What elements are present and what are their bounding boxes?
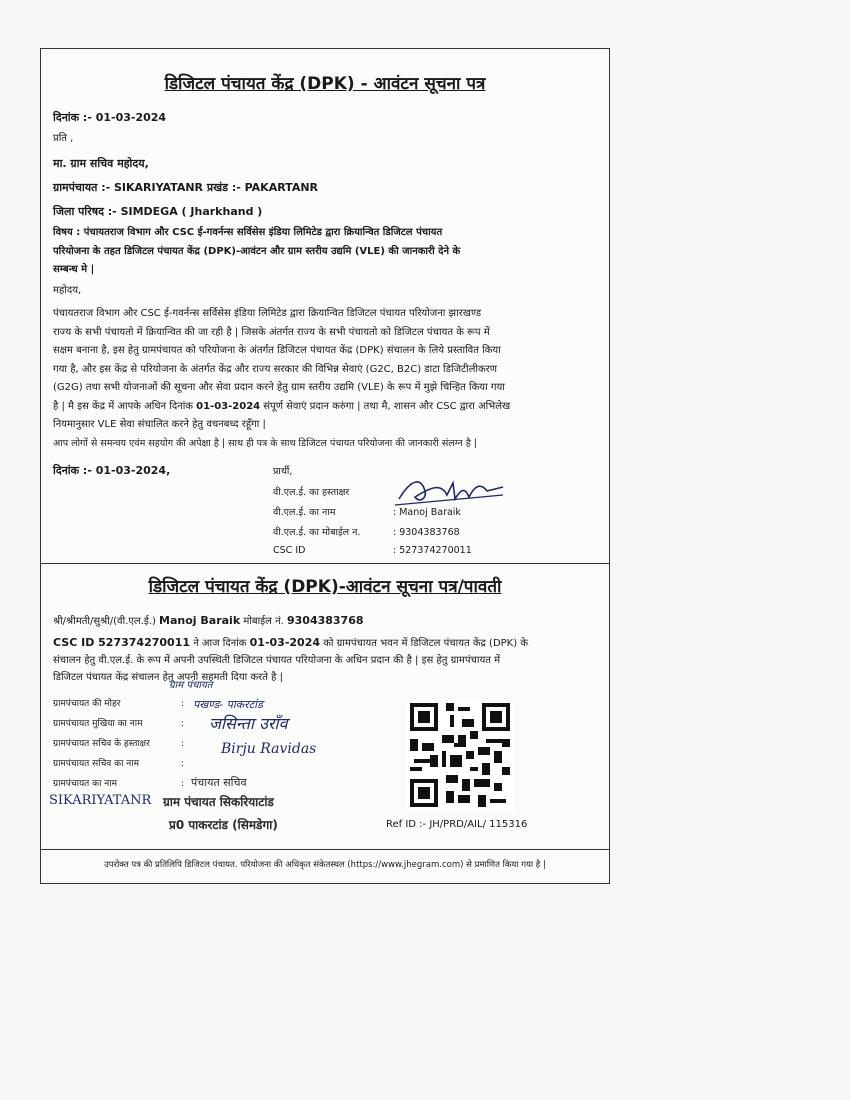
receipt-name-line: श्री/श्रीमती/सुश्री/(वी.एल.ई.) Manoj Baraik मोबाईल नं. 9304383768	[53, 614, 364, 627]
body-line: है | मै इस केंद्र में आपके अधिन दिनांक 01-03-2024 संपूर्ण सेवाएं प्रदान करुंगा | तथा मै, शासन और CSC द्वारा अभिलेख	[53, 400, 511, 412]
seal-label: ग्रामपंचायत की मोहर	[53, 699, 121, 709]
vle-signature-icon	[391, 469, 511, 511]
vle-mobile-row: वी.एल.ई. का मोबाईल न. : 9304383768	[273, 527, 460, 538]
letter-date: दिनांक :- 01-03-2024	[53, 111, 167, 124]
service-date: 01-03-2024	[196, 400, 261, 412]
body-line: (G2G) तथा सभी योजनाओं की सूचना और सेवा प्रदान करने हेतु ग्राम स्तरीय उद्यमि (VLE) के रूप में मुझे चिन्हित किया गया	[53, 382, 505, 393]
subject-line: परियोजना के तहत डिजिटल पंचायत केंद्र (DPK)-आवंटन और ग्राम स्तरीय उद्यमि (VLE) की जानकारी देने के	[53, 245, 461, 257]
ref-id: Ref ID :- JH/PRD/AIL/ 115316	[386, 819, 528, 830]
colon: :	[181, 759, 185, 769]
sign-date: दिनांक :- 01-03-2024,	[53, 464, 171, 477]
csc-id-row: CSC ID : 527374270011	[273, 545, 472, 556]
prarthi: प्रार्थी,	[273, 466, 293, 477]
subject-block	[53, 224, 601, 280]
mukhiya-signature: जसिन्ता उराँव	[209, 714, 288, 733]
sachiv-signature: Birju Ravidas	[221, 741, 317, 757]
body-line: राज्य के सभी पंचायतो में क्रियान्वित की जा रही है | जिसके अंतर्गत राज्य के सभी पंचायतो को डिजिटल पंचायत के रूप में	[53, 326, 490, 338]
colon: :	[181, 699, 185, 709]
body-line: नियमानुसार VLE सेवा संचालित करने हेतु वचनबध्द रहूँगा |	[53, 419, 266, 430]
salutation: महोदय,	[53, 285, 82, 296]
colon: :	[181, 779, 185, 789]
stamp-line-2: प्र0 पाकरटांड (सिमडेगा)	[169, 818, 278, 832]
mukhiya-label: ग्रामपंचायत मुखिया का नाम	[53, 719, 143, 729]
body-line: गया है, और इस केंद्र से परियोजना के अंतर्गत केंद्र और राज्य सरकार की विभिन्न सेवाएं (G2C, B2C) डाटा डिजिटीलीकरण	[53, 363, 498, 375]
body-line: पंचायतराज विभाग और CSC ई-गवर्नन्स सर्विसेस इंडिया लिमिटेड द्वारा क्रियान्वित डिजिटल पंचायत परियोजना झारखण्ड	[53, 308, 482, 319]
footnote: उपरोक्त पत्र की प्रतिलिपि डिजिटल पंचायत. परियोजना की अधिकृत संकेतस्थल (https://www.jhegram.com) से प्रमाणित किया गया है |	[104, 860, 546, 870]
vle-mobile: 9304383768	[286, 614, 364, 627]
letter-title: डिजिटल पंचायत केंद्र (DPK) - आवंटन सूचना पत्र	[164, 74, 486, 94]
panchayat-line: ग्रामपंचायत :- SIKARIYATANR प्रखंड :- PAKARTANR	[53, 181, 319, 194]
receipt-line: डिजिटल पंचायत केंद्र संचालन हेतु अपनी सहमती दिया करते है |	[53, 672, 283, 683]
qr-code-icon	[406, 699, 514, 811]
vle-sign-row: वी.एल.ई. का हस्ताक्षर	[273, 487, 350, 498]
letter-frame	[40, 48, 610, 884]
addressee: मा. ग्राम सचिव महोदय,	[53, 157, 149, 170]
receipt-body	[53, 634, 605, 686]
vle-name: Manoj Baraik	[159, 614, 241, 627]
subject-line: सम्बन्ध मे |	[53, 264, 95, 275]
district-line: जिला परिषद :- SIMDEGA ( Jharkhand )	[53, 205, 263, 218]
body-block	[53, 305, 605, 453]
sachiv-stamp-text: पंचायत सचिव	[191, 776, 247, 789]
gp-name-label: ग्रामपंचायत का नाम	[53, 779, 117, 789]
subject-line: विषय : पंचायतराज विभाग और CSC ई-गवर्नन्स सर्विसेस इंडिया लिमिटेड द्वारा क्रियान्वित डिजिटल पंचायत	[53, 227, 443, 238]
sachiv-name-label: ग्रामपंचायत सचिव का नाम	[53, 759, 139, 769]
receipt-title: डिजिटल पंचायत केंद्र (DPK)-आवंटन सूचना पत्र/पावती	[148, 577, 502, 597]
footer-divider	[41, 849, 609, 850]
stamp-line-1: ग्राम पंचायत सिकरियाटांड	[163, 795, 274, 809]
sachiv-sign-label: ग्रामपंचायत सचिव के हस्ताक्षर	[53, 739, 150, 749]
seal-value: पखण्ड- पाकरटांड	[193, 698, 263, 711]
stamp-top-text: ग्राम पंचायत	[169, 680, 213, 691]
body-line: सक्षम बनाना है, इस हेतु ग्रामपंचायत को परियोजना के अंतर्गत डिजिटल पंचायत केंद्र (DPK) संचालन के लिये प्रस्तावित किया	[53, 345, 501, 356]
receipt-line: CSC ID 527374270011 ने आज दिनांक 01-03-2024 को ग्रामपंचायत भवन में डिजिटल पंचायत केंद्र (DPK) के	[53, 636, 528, 649]
gp-name-handwritten: SIKARIYATANR	[49, 793, 152, 808]
vle-name-row: वी.एल.ई. का नाम : Manoj Baraik	[273, 507, 461, 518]
receipt-line: संचालन हेतु वी.एल.ई. के रूप में अपनी उपस्थिती डिजिटल पंचायत परियोजना के अधिन प्रदान की है | इस हेतु ग्रामपंचायत में	[53, 655, 501, 666]
colon: :	[181, 719, 185, 729]
colon: :	[181, 739, 185, 749]
section-divider	[41, 563, 609, 564]
body-line: आप लोगों से समन्वय एवंम सहयोग की अपेक्षा है | साथ ही पत्र के साथ डिजिटल पंचायत परियोजना की जानकारी संलग्न है |	[53, 437, 477, 449]
prati-line: प्रति ,	[53, 133, 74, 144]
